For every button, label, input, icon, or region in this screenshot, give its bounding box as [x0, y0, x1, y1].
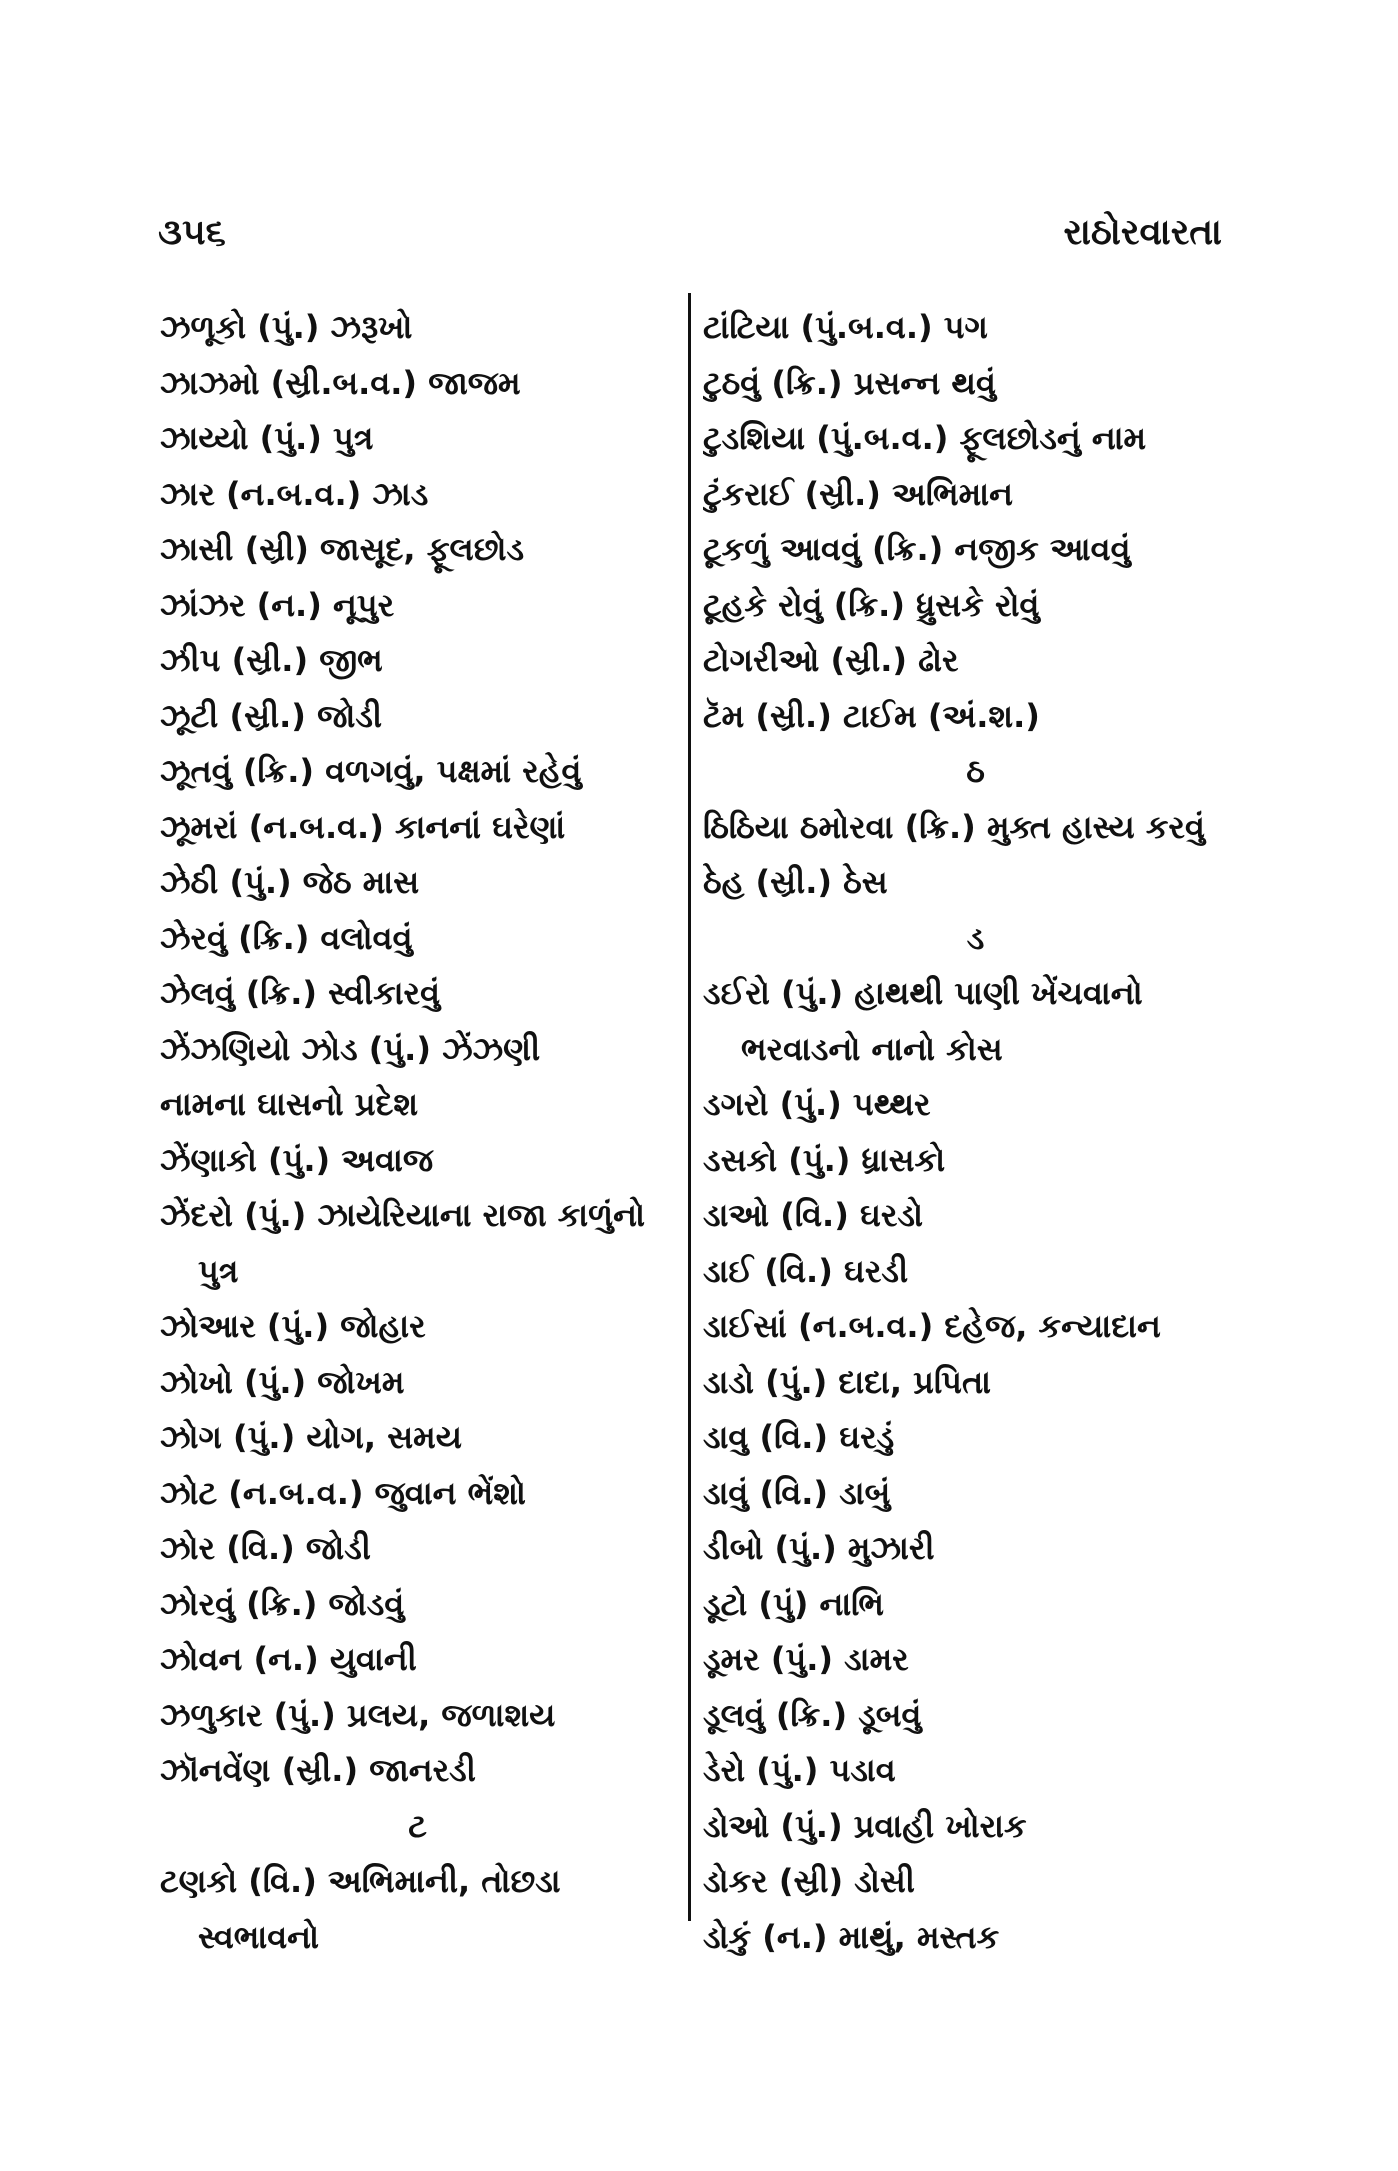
glossary-entry: ટુઠવું (ક્રિ.) પ્રસન્ન થવું — [703, 363, 996, 402]
glossary-entry: ઝોટ (ન.બ.વ.) જુવાન ભેંશો — [160, 1473, 526, 1512]
glossary-entry: ઝાર (ન.બ.વ.) ઝાડ — [160, 474, 429, 513]
section-letter-heading: ડ — [966, 918, 985, 957]
glossary-entry: ઝેરવું (ક્રિ.) વલોવવું — [160, 918, 413, 957]
glossary-entry: ટુડશિયા (પું.બ.વ.) ફૂલછોડનું નામ — [703, 419, 1147, 457]
glossary-entry: ઝેંણાકો (પું.) અવાજ — [160, 1140, 434, 1179]
glossary-entry: ડાવું (વિ.) ડાબું — [703, 1473, 891, 1512]
glossary-entry: ડગરો (પું.) પથ્થર — [703, 1085, 931, 1123]
glossary-entry: ડોઓ (પું.) પ્રવાહી ખોરાક — [703, 1806, 1027, 1845]
glossary-entry: ડૂટો (પું) નાભિ — [703, 1584, 885, 1623]
section-letter-heading: ઠ — [966, 752, 985, 790]
column-divider — [688, 293, 691, 1921]
glossary-entry: ડાડો (પું.) દાદા, પ્રપિતા — [703, 1362, 992, 1401]
glossary-entry: ઝોગ (પું.) યોગ, સમય — [160, 1418, 462, 1456]
glossary-entry: ટણકો (વિ.) અભિમાની, તોછડા — [160, 1862, 561, 1900]
glossary-entry: ઝેઠી (પું.) જેઠ માસ — [160, 863, 420, 901]
glossary-entry: ડેરો (પું.) પડાવ — [703, 1751, 896, 1789]
glossary-entry: ટુંકરાઈ (સ્રી.) અભિમાન — [703, 474, 1013, 513]
glossary-entry: ટાંટિયા (પું.બ.વ.) પગ — [703, 308, 988, 346]
glossary-entry: ડાઈસાં (ન.બ.વ.) દહેજ, કન્યાદાન — [703, 1307, 1161, 1345]
glossary-entry: ઝોર (વિ.) જોડી — [160, 1529, 371, 1567]
glossary-entry: ડસકો (પું.) ધ્રાસકો — [703, 1140, 946, 1179]
glossary-entry: ટૅમ (સ્રી.) ટાઈમ (અં.શ.) — [703, 696, 1040, 735]
glossary-entry: ડાવુ (વિ.) ઘરડું — [703, 1418, 895, 1456]
glossary-entry: ઝોરવું (ક્રિ.) જોડવું — [160, 1584, 405, 1623]
glossary-entry: ઝોવન (ન.) યુવાની — [160, 1640, 417, 1678]
glossary-entry: ટૂહકે રોવું (ક્રિ.) ધ્રુસકે રોવું — [703, 585, 1040, 624]
glossary-entry: ઠેહ (સ્રી.) ઠેસ — [703, 863, 888, 901]
glossary-entry-continuation: ભરવાડનો નાનો કોસ — [741, 1029, 1003, 1068]
glossary-entry: ડોકું (ન.) માથું, મસ્તક — [703, 1917, 1000, 1956]
glossary-entry: ઝેલવું (ક્રિ.) સ્વીકારવું — [160, 974, 441, 1012]
glossary-entry: ઝાંઝર (ન.) નૂપુર — [160, 585, 395, 624]
glossary-entry: નામના ઘાસનો પ્રદેશ — [160, 1085, 419, 1123]
glossary-entry: ડોકર (સ્રી) ડોસી — [703, 1862, 915, 1900]
glossary-entry: ડાઓ (વિ.) ઘરડો — [703, 1196, 923, 1234]
glossary-entry: ડઈરો (પું.) હાથથી પાણી ખેંચવાનો — [703, 974, 1143, 1012]
glossary-entry: ડૂમર (પું.) ડામર — [703, 1640, 909, 1678]
glossary-entry: ટૂકળું આવવું (ક્રિ.) નજીક આવવું — [703, 530, 1131, 568]
left-column — [160, 300, 675, 1965]
glossary-entry: ઝૂમરાં (ન.બ.વ.) કાનનાં ઘરેણાં — [160, 807, 566, 846]
glossary-entry: ઝાસી (સ્રી) જાસૂદ, ફૂલછોડ — [160, 530, 525, 568]
glossary-entry: ઝેંઝણિયો ઝોડ (પું.) ઝેંઝણી — [160, 1029, 541, 1068]
glossary-entry: ઝાય્યો (પું.) પુત્ર — [160, 419, 374, 457]
glossary-entry: ટોગરીઓ (સ્રી.) ઢોર — [703, 641, 959, 679]
glossary-entry: ઝળૂકો (પું.) ઝરૂખો — [160, 308, 413, 346]
glossary-entry: ડાઈ (વિ.) ઘરડી — [703, 1251, 909, 1290]
glossary-entry: ઝોઆર (પું.) જોહાર — [160, 1307, 426, 1345]
section-letter-heading: ટ — [408, 1806, 427, 1845]
glossary-entry: ઝાઝમો (સ્રી.બ.વ.) જાજમ — [160, 363, 521, 402]
glossary-entry: ડૂલવું (ક્રિ.) ડૂબવું — [703, 1695, 922, 1734]
glossary-entry: ઝૉનવેંણ (સ્રી.) જાનરડી — [160, 1751, 476, 1789]
glossary-entry: ઝીપ (સ્રી.) જીભ — [160, 641, 383, 679]
glossary-entry: ઝૂતવું (ક્રિ.) વળગવું, પક્ષમાં રહેવું — [160, 752, 582, 790]
glossary-entry-continuation: પુત્ર — [198, 1251, 239, 1290]
glossary-entry: ઝળુકાર (પું.) પ્રલય, જળાશય — [160, 1695, 556, 1734]
running-title: રાઠોરવારતા — [1063, 212, 1222, 253]
glossary-entry: ઝૂટી (સ્રી.) જોડી — [160, 696, 383, 735]
glossary-entry: ડીબો (પું.) મુઝારી — [703, 1529, 935, 1567]
glossary-entry: ઠિઠિયા ઠમોરવા (ક્રિ.) મુક્ત હાસ્ય કરવું — [703, 807, 1205, 846]
glossary-entry: ઝોખો (પું.) જોખમ — [160, 1362, 405, 1401]
page-number: ૩૫૬ — [158, 212, 226, 253]
right-column — [703, 300, 1248, 1965]
glossary-entry: ઝેંદરો (પું.) ઝાયેરિયાના રાજા કાળુંનો — [160, 1196, 645, 1234]
glossary-entry-continuation: સ્વભાવનો — [198, 1917, 319, 1956]
